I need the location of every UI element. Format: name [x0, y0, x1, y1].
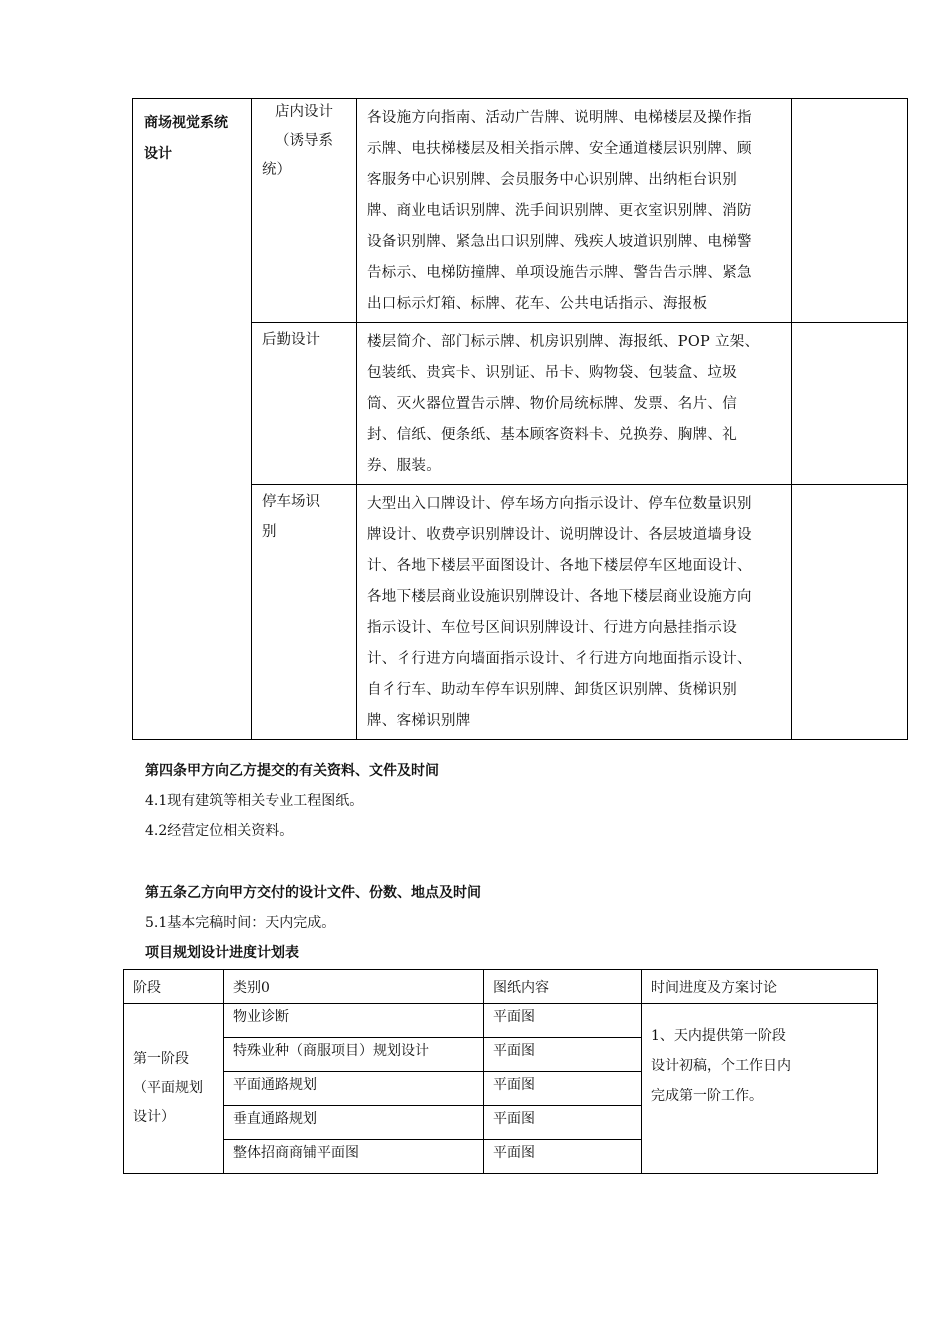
- section4-item: 4.2经营定位相关资料。: [145, 823, 294, 839]
- sub-line: 别: [262, 524, 277, 540]
- item-line: 包装纸、贵宾卡、识别证、吊卡、购物袋、包装盒、垃圾: [367, 365, 737, 381]
- sub-line: 统）: [262, 162, 291, 178]
- sub-category-cell: [252, 323, 357, 485]
- item-line: 客服务中心识别牌、会员服务中心识别牌、出纳柜台识别: [367, 172, 737, 188]
- item-line: 告标示、电梯防撞牌、单项设施告示牌、警告告示牌、紧急: [367, 265, 752, 281]
- section5-title: 第五条乙方向甲方交付的设计文件、份数、地点及时间: [145, 885, 481, 901]
- section5-item: 5.1基本完稿时间：天内完成。: [145, 915, 336, 931]
- item-line: 楼层简介、部门标示牌、机房识别牌、海报纸、POP 立架、: [367, 334, 760, 350]
- content-cell: 平面图: [484, 1072, 642, 1106]
- category-cell: 物业诊断: [224, 1004, 484, 1038]
- item-line: 牌设计、收费亭识别牌设计、说明牌设计、各层坡道墙身设: [367, 527, 752, 543]
- item-line: 自彳行车、助动车停车识别牌、卸货区识别牌、货梯识别: [367, 682, 737, 698]
- phase-cell: [124, 1004, 224, 1174]
- item-line: 各地下楼层商业设施识别牌设计、各地下楼层商业设施方向: [367, 589, 752, 605]
- item-line: 示牌、电扶梯楼层及相关指示牌、安全通道楼层识别牌、顾: [367, 141, 752, 157]
- item-line: 牌、商业电话识别牌、洗手间识别牌、更衣室识别牌、消防: [367, 203, 752, 219]
- main-category-cell: [133, 99, 252, 740]
- section4-title: 第四条甲方向乙方提交的有关资料、文件及时间: [145, 763, 439, 779]
- sub-category-cell: [252, 99, 357, 323]
- phase-line: 设计）: [133, 1109, 175, 1125]
- table-row: [133, 99, 908, 323]
- item-line: 出口标示灯箱、标牌、花车、公共电话指示、海报板: [367, 296, 708, 312]
- item-line: 牌、客梯识别牌: [367, 713, 471, 729]
- header-cell: 图纸内容: [484, 970, 642, 1004]
- item-line: 计、彳行进方向墙面指示设计、彳行进方向地面指示设计、: [367, 651, 752, 667]
- plan-line: 完成第一阶工作。: [651, 1088, 763, 1104]
- sub-line: 后勤设计: [262, 332, 320, 348]
- item-list-cell: [357, 99, 792, 323]
- plan-cell: [642, 1004, 878, 1174]
- header-cell: 时间进度及方案讨论: [642, 970, 878, 1004]
- item-line: 指示设计、车位号区间识别牌设计、行进方向悬挂指示设: [367, 620, 737, 636]
- schedule-table-title: 项目规划设计进度计划表: [145, 945, 299, 961]
- category-cell: 垂直通路规划: [224, 1106, 484, 1140]
- item-line: 券、服装。: [367, 458, 441, 474]
- item-line: 各设施方向指南、活动广告牌、说明牌、电梯楼层及操作指: [367, 110, 752, 126]
- sub-line: （诱导系: [275, 133, 333, 149]
- sub-line: 停车场识: [262, 494, 320, 510]
- main-category-label: 商场视觉系统设计: [144, 115, 228, 162]
- item-line: 设备识别牌、紧急出口识别牌、残疾人坡道识别牌、电梯警: [367, 234, 752, 250]
- table-header-row: [124, 970, 878, 1004]
- category-cell: 平面通路规划: [224, 1072, 484, 1106]
- sub-line: 店内设计: [275, 104, 333, 120]
- item-line: 大型出入口牌设计、停车场方向指示设计、停车位数量识别: [367, 496, 752, 512]
- item-list-cell: [357, 485, 792, 740]
- empty-cell: [792, 323, 908, 485]
- item-line: 计、各地下楼层平面图设计、各地下楼层停车区地面设计、: [367, 558, 752, 574]
- plan-line: 1、天内提供第一阶段: [651, 1028, 786, 1044]
- empty-cell: [792, 485, 908, 740]
- empty-cell: [792, 99, 908, 323]
- item-list-cell: [357, 323, 792, 485]
- category-cell: 特殊业种（商服项目）规划设计: [224, 1038, 484, 1072]
- table-row: [124, 1004, 878, 1038]
- schedule-table: [123, 969, 878, 1174]
- category-cell: 整体招商商铺平面图: [224, 1140, 484, 1174]
- content-cell: 平面图: [484, 1038, 642, 1072]
- content-cell: 平面图: [484, 1004, 642, 1038]
- plan-line: 设计初稿，个工作日内: [651, 1058, 791, 1074]
- phase-line: （平面规划: [133, 1080, 203, 1096]
- sub-category-cell: [252, 485, 357, 740]
- section4-item: 4.1现有建筑等相关专业工程图纸。: [145, 793, 364, 809]
- content-cell: 平面图: [484, 1140, 642, 1174]
- content-cell: 平面图: [484, 1106, 642, 1140]
- header-cell: 阶段: [124, 970, 224, 1004]
- phase-line: 第一阶段: [133, 1051, 189, 1067]
- item-line: 封、信纸、便条纸、基本顾客资料卡、兑换券、胸牌、礼: [367, 427, 737, 443]
- item-line: 筒、灭火器位置告示牌、物价局统标牌、发票、名片、信: [367, 396, 737, 412]
- visual-system-table: [132, 98, 908, 740]
- header-cell: 类别0: [224, 970, 484, 1004]
